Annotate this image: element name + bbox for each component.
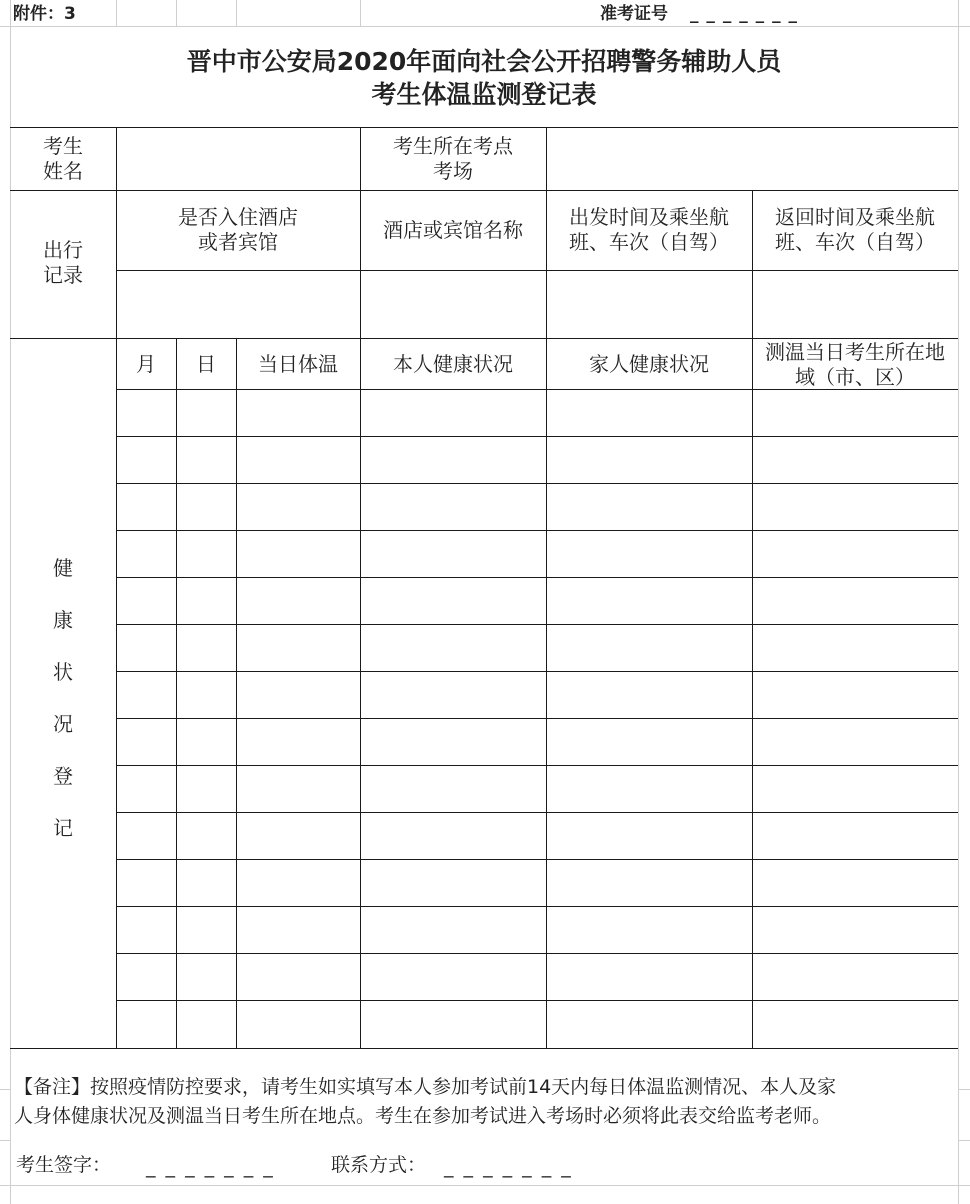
travel-record-label: 出行 记录 (43, 238, 83, 287)
health-registration-label-char: 状 (53, 660, 73, 684)
table-row[interactable] (117, 437, 958, 483)
contact-label: 联系方式： (331, 1154, 427, 1176)
month-column-header: 月 (136, 352, 156, 376)
remarks-line-1: 【备注】按照疫情防控要求，请考生如实填写本人参加考试前14天内每日体温监测情况、本人及家 (14, 1076, 837, 1098)
health-registration-label-char: 登 (53, 764, 73, 788)
health-registration-label-char: 况 (53, 712, 73, 736)
family-health-column-header: 家人健康状况 (589, 352, 709, 376)
table-row[interactable] (117, 484, 958, 530)
table-row[interactable] (117, 1001, 958, 1047)
return-field[interactable] (753, 271, 958, 338)
hotel-name-field[interactable] (361, 271, 546, 338)
table-row[interactable] (117, 390, 958, 436)
health-registration-label-char: 记 (53, 816, 73, 840)
departure-field[interactable] (547, 271, 752, 338)
self-health-column-header: 本人健康状况 (393, 352, 513, 376)
signature-blank[interactable]: _ _ _ _ _ _ _ (146, 1156, 275, 1178)
hotel-name-header: 酒店或宾馆名称 (383, 218, 523, 242)
table-row[interactable] (117, 954, 958, 1000)
candidate-name-field[interactable] (117, 128, 360, 190)
form-title-line-1: 晋中市公安局2020年面向社会公开招聘警务辅助人员 (186, 47, 782, 76)
table-row[interactable] (117, 860, 958, 906)
health-rows (117, 390, 958, 1048)
table-row[interactable] (117, 813, 958, 859)
table-row[interactable] (117, 625, 958, 671)
table-row[interactable] (117, 578, 958, 624)
day-column-header: 日 (196, 352, 216, 376)
attachment-label: 附件：3 (13, 4, 76, 24)
exam-site-label: 考生所在考点 考场 (393, 134, 513, 183)
temperature-column-header: 当日体温 (258, 352, 338, 376)
admission-number-label: 准考证号 (600, 4, 668, 24)
table-row[interactable] (117, 531, 958, 577)
table-row[interactable] (117, 907, 958, 953)
admission-number-blank[interactable]: _ _ _ _ _ _ _ (690, 4, 799, 24)
table-row[interactable] (117, 766, 958, 812)
contact-blank[interactable]: _ _ _ _ _ _ _ (444, 1156, 573, 1178)
remarks-line-2: 人身体健康状况及测温当日考生所在地点。考生在参加考试进入考场时必须将此表交给监考老师。 (14, 1105, 832, 1127)
hotel-stay-header: 是否入住酒店 或者宾馆 (178, 205, 298, 254)
candidate-name-label: 考生 姓名 (43, 134, 83, 183)
return-header: 返回时间及乘坐航 班、车次（自驾） (775, 205, 935, 254)
hotel-stay-field[interactable] (117, 271, 360, 338)
health-registration-label-char: 康 (53, 608, 73, 632)
signature-label: 考生签字： (16, 1154, 112, 1176)
table-row[interactable] (117, 719, 958, 765)
location-column-header: 测温当日考生所在地 域（市、区） (765, 340, 945, 389)
exam-site-field[interactable] (547, 128, 958, 190)
health-registration-label-char: 健 (53, 556, 73, 580)
departure-header: 出发时间及乘坐航 班、车次（自驾） (569, 205, 729, 254)
form-title-line-2: 考生体温监测登记表 (371, 80, 597, 109)
table-row[interactable] (117, 672, 958, 718)
